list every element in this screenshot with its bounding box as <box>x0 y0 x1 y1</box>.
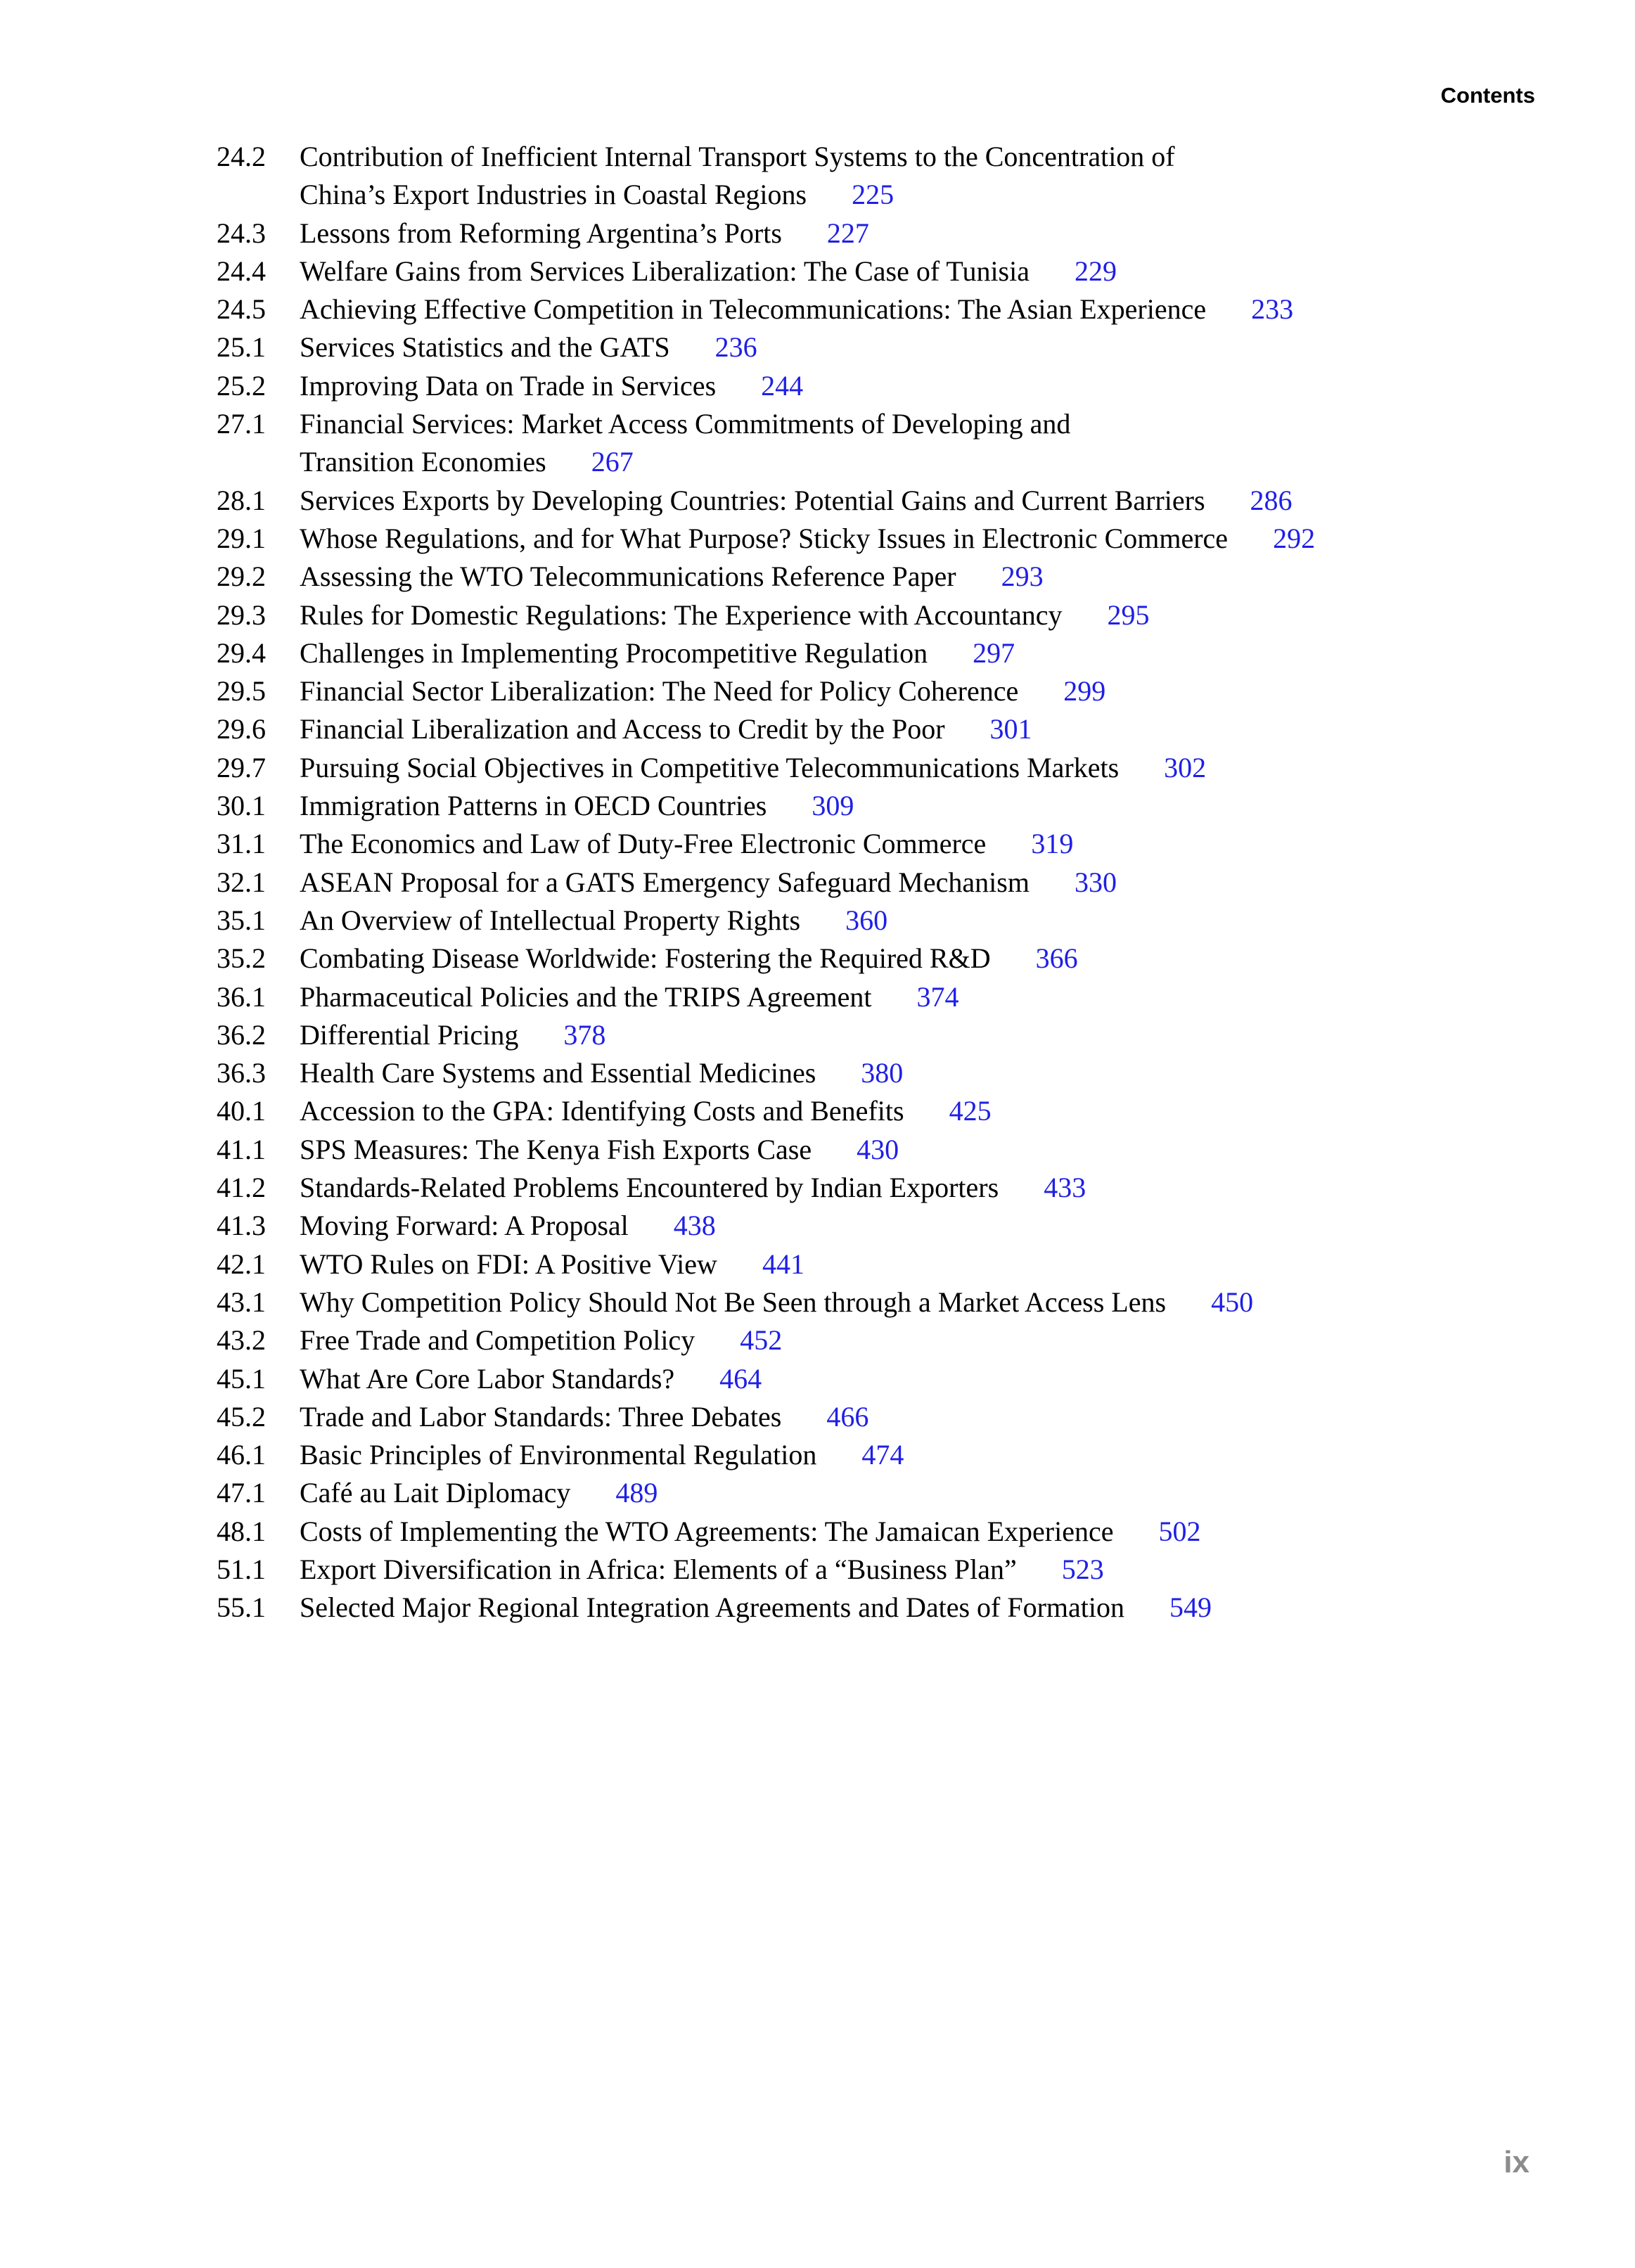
toc-entry <box>217 252 1532 290</box>
entry-title: Financial Sector Liberalization: The Need for Policy Coherence <box>300 675 1019 707</box>
toc-entry <box>217 1207 1532 1245</box>
entry-number: 30.1 <box>217 790 266 822</box>
entry-body <box>300 328 1532 366</box>
entry-page-link[interactable]: 360 <box>845 904 888 936</box>
entry-title-continued: China’s Export Industries in Coastal Regions <box>300 179 807 211</box>
entry-title: The Economics and Law of Duty-Free Electronic Commerce <box>300 828 987 860</box>
running-header: Contents <box>1440 83 1535 108</box>
entry-body <box>300 864 1532 902</box>
entry-title: Improving Data on Trade in Services <box>300 369 717 402</box>
box-list <box>217 138 1532 1627</box>
toc-entry <box>217 1169 1532 1207</box>
entry-page-link[interactable]: 309 <box>812 790 854 822</box>
entry-number: 45.1 <box>217 1362 266 1395</box>
entry-title: Immigration Patterns in OECD Countries <box>300 790 767 822</box>
entry-number: 36.2 <box>217 1018 266 1051</box>
entry-title: Combating Disease Worldwide: Fostering the Required R&D <box>300 942 991 975</box>
entry-page-link[interactable]: 464 <box>719 1362 762 1395</box>
entry-number: 36.3 <box>217 1057 266 1089</box>
entry-title: Pursuing Social Objectives in Competitive Telecommunications Markets <box>300 751 1120 783</box>
entry-number: 27.1 <box>217 408 266 440</box>
entry-title: Services Exports by Developing Countries: Potential Gains and Current Barriers <box>300 484 1205 516</box>
entry-body <box>300 1321 1532 1359</box>
entry-page-link[interactable]: 286 <box>1250 484 1293 516</box>
toc-entry <box>217 672 1532 710</box>
entry-number: 40.1 <box>217 1095 266 1127</box>
entry-title: An Overview of Intellectual Property Rights <box>300 904 801 936</box>
toc-entry <box>217 290 1532 328</box>
entry-body <box>300 1169 1532 1207</box>
entry-page-link[interactable]: 433 <box>1044 1172 1086 1204</box>
entry-body <box>300 558 1532 596</box>
toc-entry <box>217 1321 1532 1359</box>
entry-title: Accession to the GPA: Identifying Costs and Benefits <box>300 1095 904 1127</box>
entry-body <box>300 1360 1532 1398</box>
entry-number: 25.2 <box>217 369 266 402</box>
entry-number: 24.2 <box>217 141 266 172</box>
entry-title: Export Diversification in Africa: Elements of a “Business Plan” <box>300 1553 1017 1585</box>
entry-number: 35.1 <box>217 904 266 936</box>
entry-page-link[interactable]: 425 <box>949 1095 992 1127</box>
toc-entry <box>217 1016 1532 1054</box>
toc-entry <box>217 405 1532 482</box>
entry-page-link[interactable]: 293 <box>1001 560 1044 593</box>
entry-number: 28.1 <box>217 484 266 516</box>
toc-entry <box>217 1360 1532 1398</box>
entry-number: 24.3 <box>217 217 266 249</box>
entry-title: ASEAN Proposal for a GATS Emergency Safeguard Mechanism <box>300 866 1030 898</box>
entry-title: Achieving Effective Competition in Telecommunications: The Asian Experience <box>300 293 1207 326</box>
entry-number: 41.2 <box>217 1172 266 1204</box>
entry-title: Free Trade and Competition Policy <box>300 1324 695 1357</box>
entry-body <box>300 290 1532 328</box>
toc-entry <box>217 1551 1532 1589</box>
entry-page-link[interactable]: 523 <box>1061 1553 1104 1585</box>
entry-title: Health Care Systems and Essential Medicines <box>300 1057 816 1089</box>
entry-title: Challenges in Implementing Procompetitive Regulation <box>300 636 928 669</box>
entry-title: Trade and Labor Standards: Three Debates <box>300 1400 782 1433</box>
entry-number: 55.1 <box>217 1591 266 1624</box>
entry-number: 32.1 <box>217 866 266 898</box>
entry-number: 29.3 <box>217 598 266 631</box>
toc-entry <box>217 978 1532 1016</box>
entry-page-link[interactable]: 301 <box>989 713 1032 745</box>
toc-entry <box>217 1092 1532 1130</box>
toc-entry <box>217 1513 1532 1551</box>
toc-entry <box>217 902 1532 940</box>
entry-number: 29.1 <box>217 522 266 554</box>
entry-title: Financial Services: Market Access Commitments of Developing and <box>300 408 1071 440</box>
entry-body <box>300 1436 1532 1474</box>
entry-page-link[interactable]: 474 <box>861 1439 904 1471</box>
entry-page-link[interactable]: 441 <box>762 1248 804 1280</box>
entry-number: 29.2 <box>217 560 266 593</box>
toc-entry <box>217 520 1532 558</box>
entry-body <box>300 1016 1532 1054</box>
entry-number: 29.6 <box>217 713 266 745</box>
entry-page-link[interactable]: 378 <box>563 1018 606 1051</box>
entry-page-link[interactable]: 466 <box>826 1400 869 1433</box>
entry-page-link[interactable]: 502 <box>1158 1515 1201 1547</box>
entry-page-link[interactable]: 452 <box>740 1324 783 1357</box>
entry-page-link[interactable]: 267 <box>591 446 634 478</box>
entry-number: 46.1 <box>217 1439 266 1471</box>
entry-body <box>300 520 1532 558</box>
entry-title: Financial Liberalization and Access to Credit by the Poor <box>300 713 945 745</box>
entry-body <box>300 1474 1532 1512</box>
entry-title: Standards-Related Problems Encountered by Indian Exporters <box>300 1172 999 1204</box>
entry-page-link[interactable]: 430 <box>857 1133 899 1165</box>
entry-page-link[interactable]: 549 <box>1169 1591 1212 1624</box>
toc-entry <box>217 1398 1532 1436</box>
entry-body <box>300 252 1532 290</box>
entry-page-link[interactable]: 374 <box>916 980 959 1013</box>
entry-page-link[interactable]: 225 <box>852 179 895 211</box>
entry-page-link[interactable]: 299 <box>1063 675 1106 707</box>
entry-title: What Are Core Labor Standards? <box>300 1362 675 1395</box>
toc-entry <box>217 1245 1532 1283</box>
entry-title: Lessons from Reforming Argentina’s Ports <box>300 217 782 249</box>
entry-page-link[interactable]: 292 <box>1273 522 1316 554</box>
entry-title-continued: Transition Economies <box>300 446 546 478</box>
entry-page-link[interactable]: 330 <box>1074 866 1117 898</box>
entry-title: Café au Lait Diplomacy <box>300 1477 571 1509</box>
toc-entry <box>217 940 1532 978</box>
entry-number: 24.5 <box>217 293 266 326</box>
entry-number: 43.2 <box>217 1324 266 1357</box>
entry-number: 29.4 <box>217 636 266 669</box>
toc-entry <box>217 634 1532 672</box>
entry-number: 41.3 <box>217 1210 266 1242</box>
toc-entry <box>217 482 1532 520</box>
entry-title: SPS Measures: The Kenya Fish Exports Case <box>300 1133 812 1165</box>
entry-page-link[interactable]: 297 <box>973 636 1015 669</box>
entry-page-link[interactable]: 302 <box>1164 751 1207 783</box>
entry-number: 29.7 <box>217 751 266 783</box>
entry-body <box>300 902 1532 940</box>
entry-title: Services Statistics and the GATS <box>300 331 670 364</box>
entry-page-link[interactable]: 227 <box>826 217 869 249</box>
entry-number: 43.1 <box>217 1286 266 1318</box>
entry-body <box>300 596 1532 634</box>
entry-title: Rules for Domestic Regulations: The Experience with Accountancy <box>300 598 1063 631</box>
entry-body <box>300 634 1532 672</box>
entry-number: 35.2 <box>217 942 266 975</box>
toc-entry <box>217 1436 1532 1474</box>
entry-title: Pharmaceutical Policies and the TRIPS Agreement <box>300 980 872 1013</box>
entry-body <box>300 1131 1532 1169</box>
entry-number: 45.2 <box>217 1400 266 1433</box>
entry-title: Moving Forward: A Proposal <box>300 1210 629 1242</box>
toc-entry <box>217 1283 1532 1321</box>
entry-title: Welfare Gains from Services Liberalization: The Case of Tunisia <box>300 255 1030 287</box>
toc-entry <box>217 214 1532 252</box>
entry-body <box>300 940 1532 978</box>
toc-entry <box>217 1589 1532 1627</box>
entry-page-link[interactable]: 233 <box>1251 293 1294 326</box>
toc-entry <box>217 1474 1532 1512</box>
entry-body <box>300 787 1532 825</box>
entry-page-link[interactable]: 229 <box>1075 255 1117 287</box>
entry-body <box>300 672 1532 710</box>
entry-number: 47.1 <box>217 1477 266 1509</box>
entry-body <box>300 1283 1532 1321</box>
entry-title: Contribution of Inefficient Internal Transport Systems to the Concentration of <box>300 141 1175 172</box>
entry-body <box>300 1513 1532 1551</box>
toc-entry <box>217 367 1532 405</box>
entry-body <box>300 710 1532 748</box>
entry-page-link[interactable]: 319 <box>1031 828 1074 860</box>
entry-page-link[interactable]: 295 <box>1107 598 1150 631</box>
entry-title: Whose Regulations, and for What Purpose? Sticky Issues in Electronic Commerce <box>300 522 1229 554</box>
entry-title: Why Competition Policy Should Not Be Seen through a Market Access Lens <box>300 1286 1167 1318</box>
entry-number: 41.1 <box>217 1133 266 1165</box>
entry-page-link[interactable]: 450 <box>1211 1286 1254 1318</box>
entry-body <box>300 978 1532 1016</box>
toc-entry <box>217 1131 1532 1169</box>
entry-number: 42.1 <box>217 1248 266 1280</box>
entry-number: 51.1 <box>217 1553 266 1585</box>
entry-body <box>300 482 1532 520</box>
entry-body <box>300 1092 1532 1130</box>
entry-title: Selected Major Regional Integration Agreements and Dates of Formation <box>300 1591 1125 1624</box>
entry-title: Assessing the WTO Telecommunications Reference Paper <box>300 560 956 593</box>
toc-entry <box>217 558 1532 596</box>
entry-title: Costs of Implementing the WTO Agreements: The Jamaican Experience <box>300 1515 1114 1547</box>
entry-number: 31.1 <box>217 828 266 860</box>
entry-number: 48.1 <box>217 1515 266 1547</box>
entry-number: 29.5 <box>217 675 266 707</box>
entry-body <box>300 1398 1532 1436</box>
entry-body <box>300 1054 1532 1092</box>
entry-body <box>300 405 1532 482</box>
toc-entry <box>217 864 1532 902</box>
entry-body <box>300 367 1532 405</box>
entry-body <box>300 1589 1532 1627</box>
entry-body <box>300 214 1532 252</box>
entry-number: 25.1 <box>217 331 266 364</box>
entry-page-link[interactable]: 236 <box>714 331 757 364</box>
entry-body <box>300 138 1532 214</box>
entry-number: 36.1 <box>217 980 266 1013</box>
toc-entry <box>217 787 1532 825</box>
page-number: ix <box>1503 2145 1530 2179</box>
entry-title: Differential Pricing <box>300 1018 519 1051</box>
entry-body <box>300 749 1532 787</box>
toc-entry <box>217 138 1532 214</box>
entry-body <box>300 1245 1532 1283</box>
toc-entry <box>217 328 1532 366</box>
entry-body <box>300 1207 1532 1245</box>
entry-page-link[interactable]: 438 <box>673 1210 716 1242</box>
entry-title: Basic Principles of Environmental Regulation <box>300 1439 817 1471</box>
entry-body <box>300 1551 1532 1589</box>
entry-title: WTO Rules on FDI: A Positive View <box>300 1248 717 1280</box>
entry-body <box>300 825 1532 863</box>
toc-entry <box>217 710 1532 748</box>
toc-entry <box>217 1054 1532 1092</box>
entry-page-link[interactable]: 244 <box>761 369 804 402</box>
toc-entry <box>217 825 1532 863</box>
toc-entry <box>217 596 1532 634</box>
entry-number: 24.4 <box>217 255 266 287</box>
entry-page-link[interactable]: 366 <box>1035 942 1078 975</box>
entry-page-link[interactable]: 380 <box>861 1057 904 1089</box>
toc-entry <box>217 749 1532 787</box>
entry-page-link[interactable]: 489 <box>615 1477 658 1509</box>
